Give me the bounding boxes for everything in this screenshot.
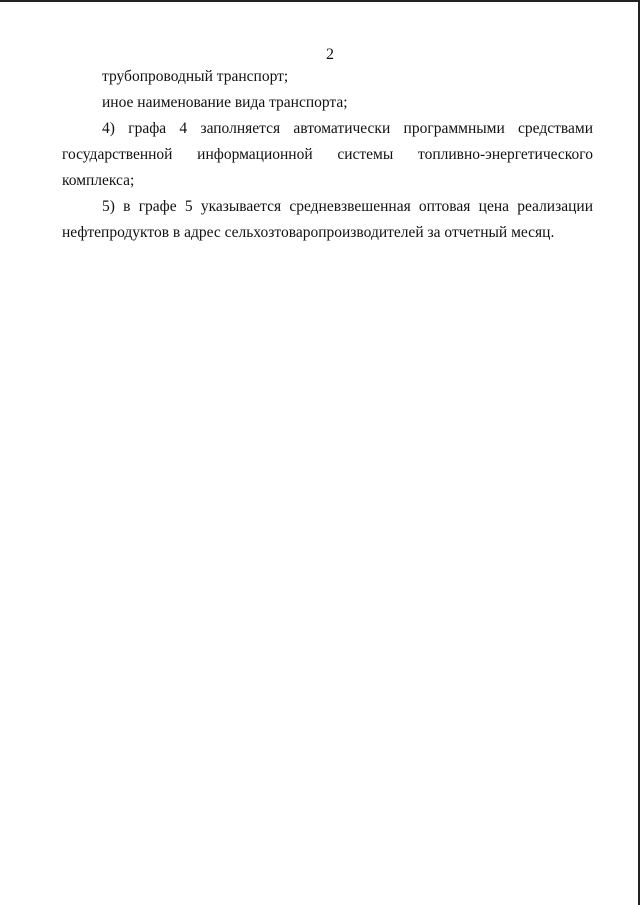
paragraph-item-4: 4) графа 4 заполняется автоматически программными средствами государственной информационной системы топливно-энергетического комплекса; <box>62 120 593 189</box>
paragraph-item-5: 5) в графе 5 указывается средневзвешенная оптовая цена реализации нефтепродуктов в адрес сельхозтоваропроизводителей за отчетный месяц. <box>62 198 593 241</box>
paragraph-pipeline-transport: трубопроводный транспорт; <box>102 68 289 85</box>
paragraph-other-transport: иное наименование вида транспорта; <box>102 94 348 111</box>
page-number: 2 <box>326 46 334 63</box>
document-body <box>62 64 593 246</box>
